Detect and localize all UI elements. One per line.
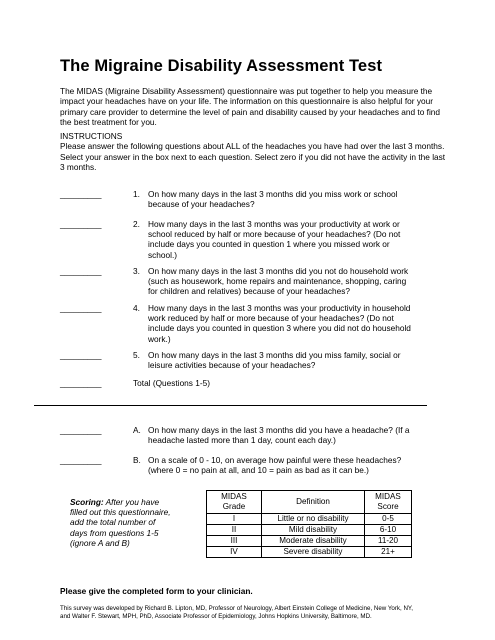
scoring-note: [70, 497, 200, 548]
question-number: 4.: [133, 303, 140, 313]
question-line: work reduced by half or more because of your headaches? (Do not: [148, 313, 394, 324]
question-line: leisure activities because of your headaches?: [148, 360, 316, 371]
intro-paragraph: [60, 86, 450, 127]
question-line: for children and relatives) because of your headaches?: [148, 286, 351, 297]
question-line: On how many days in the last 3 months did you miss work or school: [148, 189, 398, 199]
instructions: [60, 131, 450, 172]
table-cell: Moderate disability: [262, 536, 365, 547]
instructions-line: Please answer the following questions about ALL of the headaches you have had over the last 3 months.: [60, 141, 445, 152]
answer-blank-q4[interactable]: _________: [60, 303, 102, 313]
header-cell: MIDAS Grade: [207, 491, 262, 514]
question-b-text: [148, 455, 433, 475]
table-cell: IV: [207, 547, 262, 558]
question-line: school reduced by half or more because of your headaches? (Do not: [148, 229, 401, 240]
question-number: 1.: [133, 189, 140, 199]
table-cell: Severe disability: [262, 547, 365, 558]
table-cell: Little or no disability: [262, 514, 365, 525]
question-line: How many days in the last 3 months was your productivity in household: [148, 303, 411, 313]
question-1-text: [148, 189, 433, 209]
question-line: headache lasted more than 1 day, count each day.): [148, 435, 336, 446]
intro-line: impact your headaches have on your life. The information on this questionnaire is also helpful for your: [60, 96, 433, 107]
table-cell: 6-10: [365, 525, 412, 536]
question-line: On how many days in the last 3 months did you miss family, social or: [148, 350, 401, 360]
question-a-text: [148, 425, 433, 445]
question-5-text: [148, 350, 433, 370]
question-line: (such as housework, home repairs and maintenance, shopping, caring: [148, 276, 407, 287]
midas-grade-table: [206, 490, 412, 558]
question-line: On how many days in the last 3 months did you have a headache? (If a: [148, 425, 410, 435]
table-cell: Mild disability: [262, 525, 365, 536]
table-row: [207, 514, 412, 525]
table-row: [207, 525, 412, 536]
scoring-line: add the total number of: [70, 517, 156, 528]
question-letter: A.: [133, 425, 141, 435]
intro-line: primary care provider to determine the level of pain and disability caused by your headaches and to find: [60, 106, 441, 117]
question-line: include days you counted in question 3 where you did not do household: [148, 323, 411, 334]
table-cell: II: [207, 525, 262, 536]
table-cell: I: [207, 514, 262, 525]
scoring-line: (ignore A and B): [70, 537, 130, 548]
table-header-row: [207, 491, 412, 514]
question-line: How many days in the last 3 months was your productivity at work or: [148, 219, 400, 229]
question-number: 2.: [133, 219, 140, 229]
question-4-text: [148, 303, 433, 344]
instructions-heading: INSTRUCTIONS: [60, 131, 123, 141]
question-letter: B.: [133, 455, 141, 465]
question-number: 5.: [133, 350, 140, 360]
instructions-line: Select your answer in the box next to each question. Select zero if you did not have the activity in the last: [60, 151, 446, 162]
answer-blank-total[interactable]: _________: [60, 378, 102, 388]
scoring-line: After you have: [103, 497, 160, 507]
footer-credits: [60, 605, 440, 622]
answer-blank-q2[interactable]: _________: [60, 219, 102, 229]
total-label: Total (Questions 1-5): [133, 378, 211, 388]
question-line: On how many days in the last 3 months did you not do household work: [148, 266, 409, 276]
question-line: include days you counted in question 1 where you missed work or: [148, 239, 390, 250]
scoring-line: days from questions 1-5: [70, 527, 159, 538]
table-cell: 21+: [365, 547, 412, 558]
header-cell: Definition: [262, 491, 365, 514]
page-title: The Migraine Disability Assessment Test: [60, 57, 383, 75]
question-line: work.): [148, 333, 171, 344]
scoring-line: filled out this questionnaire,: [70, 507, 171, 518]
footer-line: and Walter F. Stewart, MPH, PhD, Associate Professor of Epidemiology, Johns Hopkins University, Baltimore, MD.: [60, 613, 372, 621]
question-line: school.): [148, 249, 178, 260]
instructions-line: 3 months.: [60, 161, 97, 172]
table-cell: 0-5: [365, 514, 412, 525]
question-line: because of your headaches?: [148, 199, 255, 210]
scoring-label: Scoring:: [70, 497, 104, 507]
answer-blank-qb[interactable]: _________: [60, 455, 102, 465]
table-row: [207, 536, 412, 547]
table-row: [207, 547, 412, 558]
question-number: 3.: [133, 266, 140, 276]
question-3-text: [148, 266, 433, 297]
section-divider: [34, 405, 427, 406]
answer-blank-qa[interactable]: _________: [60, 425, 102, 435]
table-cell: 11-20: [365, 536, 412, 547]
completion-instruction: Please give the completed form to your clinician.: [60, 586, 253, 596]
answer-blank-q1[interactable]: _________: [60, 189, 102, 199]
question-line: (where 0 = no pain at all, and 10 = pain as bad as it can be.): [148, 465, 369, 476]
footer-line: This survey was developed by Richard B. Lipton, MD, Professor of Neurology, Albert Einstein College of Medicine, New York, NY,: [60, 605, 413, 612]
intro-line: The MIDAS (Migraine Disability Assessment) questionnaire was put together to help you measure the: [60, 86, 433, 96]
question-line: On a scale of 0 - 10, on average how painful were these headaches?: [148, 455, 402, 465]
answer-blank-q3[interactable]: _________: [60, 266, 102, 276]
table-cell: III: [207, 536, 262, 547]
header-cell: MIDAS Score: [365, 491, 412, 514]
answer-blank-q5[interactable]: _________: [60, 350, 102, 360]
intro-line: the best treatment for you.: [60, 116, 157, 127]
question-2-text: [148, 219, 433, 260]
